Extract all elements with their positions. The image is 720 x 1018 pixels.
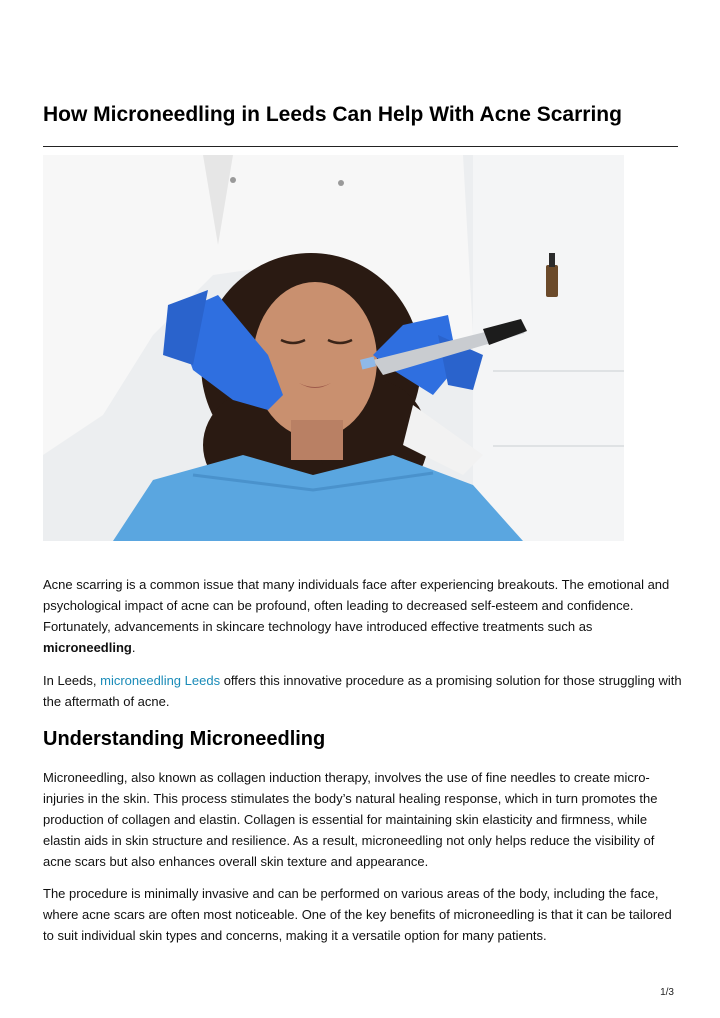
intro-text-end: . — [131, 640, 136, 655]
leeds-text-end: offers this innovative procedure as a promising solution for those struggling with the aftermath of acne. — [43, 673, 682, 709]
paragraph-procedure: The procedure is minimally invasive and can be performed on various areas of the body, including the face, where acne scars are often most noticeable. One of the key benefits of microneedling is that it can be tailored to suit individual skin types and concerns, making it a versatile option for many patients. — [43, 886, 672, 943]
intro-bold-term: microneedling — [43, 640, 132, 655]
intro-text: Acne scarring is a common issue that many individuals face after experiencing breakouts. The emotional and psychological impact of acne can be profound, often leading to decreased self-esteem and confidence. Fortunately, advancements in skincare technology have introduced effective treatments such as — [43, 577, 670, 634]
paragraph-intro — [43, 574, 683, 658]
page-number: 1/3 — [660, 987, 674, 998]
microneedling-leeds-link[interactable]: microneedling Leeds — [100, 673, 221, 688]
paragraph-understanding: Microneedling, also known as collagen induction therapy, involves the use of fine needles to create micro-injuries in the skin. This process stimulates the body’s natural healing response, which in turn promotes the production of collagen and elastin. Collagen is essential for maintaining skin elasticity and firmness, while elastin aids in skin structure and resilience. As a result, microneedling not only helps reduce the visibility of acne scars but also enhances overall skin texture and appearance. — [43, 770, 658, 869]
leeds-text: In Leeds, — [43, 673, 101, 688]
article-photo — [43, 155, 624, 541]
paragraph-leeds — [43, 670, 683, 712]
article-title: How Microneedling in Leeds Can Help With Acne Scarring — [43, 103, 622, 126]
section-heading: Understanding Microneedling — [43, 728, 326, 750]
title-divider — [43, 146, 678, 147]
